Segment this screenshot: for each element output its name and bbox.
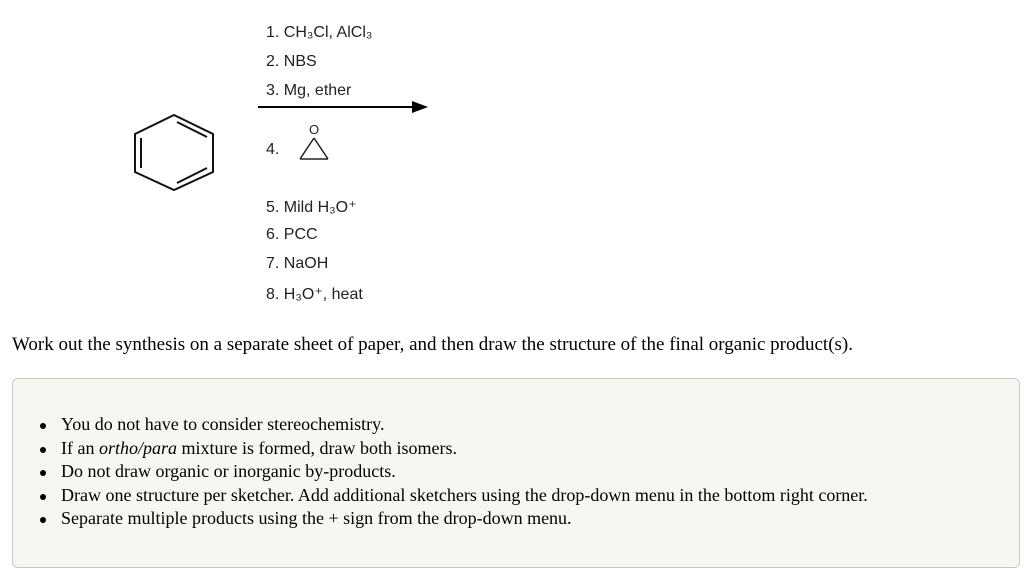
instruction-text-after: mixture is formed, draw both isomers.: [177, 437, 457, 458]
step-7-text: NaOH: [283, 255, 329, 272]
step-5: [266, 197, 357, 217]
epoxide-structure: [294, 122, 334, 164]
step-5-text: Mild H₃O⁺: [283, 199, 357, 216]
instructions-list: [61, 413, 868, 531]
step-4: [266, 141, 279, 159]
step-2-number: 2.: [266, 53, 280, 70]
step-4-number: 4.: [266, 141, 280, 158]
reaction-arrow: [258, 106, 416, 108]
step-2: [266, 53, 317, 71]
reaction-arrow-head: [412, 101, 428, 113]
instruction-item: [61, 507, 868, 531]
step-3: [266, 82, 351, 100]
question-text: Work out the synthesis on a separate sheet of paper, and then draw the structure of the final organic product(s).: [12, 334, 854, 355]
bullet-icon: [40, 517, 46, 523]
step-1-number: 1.: [266, 24, 280, 41]
step-7: [266, 255, 328, 273]
bullet-icon: [40, 423, 46, 429]
step-1-text: CH₃Cl, AlCl₃: [283, 24, 373, 41]
step-3-number: 3.: [266, 82, 280, 99]
instruction-item: [61, 484, 868, 508]
step-6: [266, 226, 318, 244]
instruction-emphasis: ortho/para: [98, 437, 177, 458]
step-5-number: 5.: [266, 199, 280, 216]
epoxide-oxygen-label: O: [308, 122, 320, 137]
instruction-text: Separate multiple products using the + sign from the drop-down menu.: [61, 508, 572, 528]
bullet-icon: [40, 470, 46, 476]
instruction-item: [61, 460, 868, 484]
instruction-text: You do not have to consider stereochemistry.: [61, 414, 385, 434]
instruction-item: [61, 413, 868, 437]
instruction-text: Do not draw organic or inorganic by-products.: [61, 461, 396, 481]
step-1: [266, 24, 372, 42]
step-7-number: 7.: [266, 255, 280, 272]
instruction-text: Draw one structure per sketcher. Add additional sketchers using the drop-down menu in the bottom right corner.: [61, 484, 868, 505]
instruction-text-before: If an: [61, 437, 99, 458]
step-8: [266, 284, 363, 304]
step-6-text: PCC: [283, 226, 318, 243]
step-3-text: Mg, ether: [283, 82, 352, 99]
step-6-number: 6.: [266, 226, 280, 243]
step-2-text: NBS: [283, 53, 317, 70]
benzene-structure: [130, 112, 218, 192]
instructions-box: [12, 378, 1020, 568]
bullet-icon: [40, 447, 46, 453]
instruction-item: [61, 437, 868, 461]
step-8-text: H₃O⁺, heat: [283, 286, 363, 303]
bullet-icon: [40, 494, 46, 500]
step-8-number: 8.: [266, 286, 280, 303]
